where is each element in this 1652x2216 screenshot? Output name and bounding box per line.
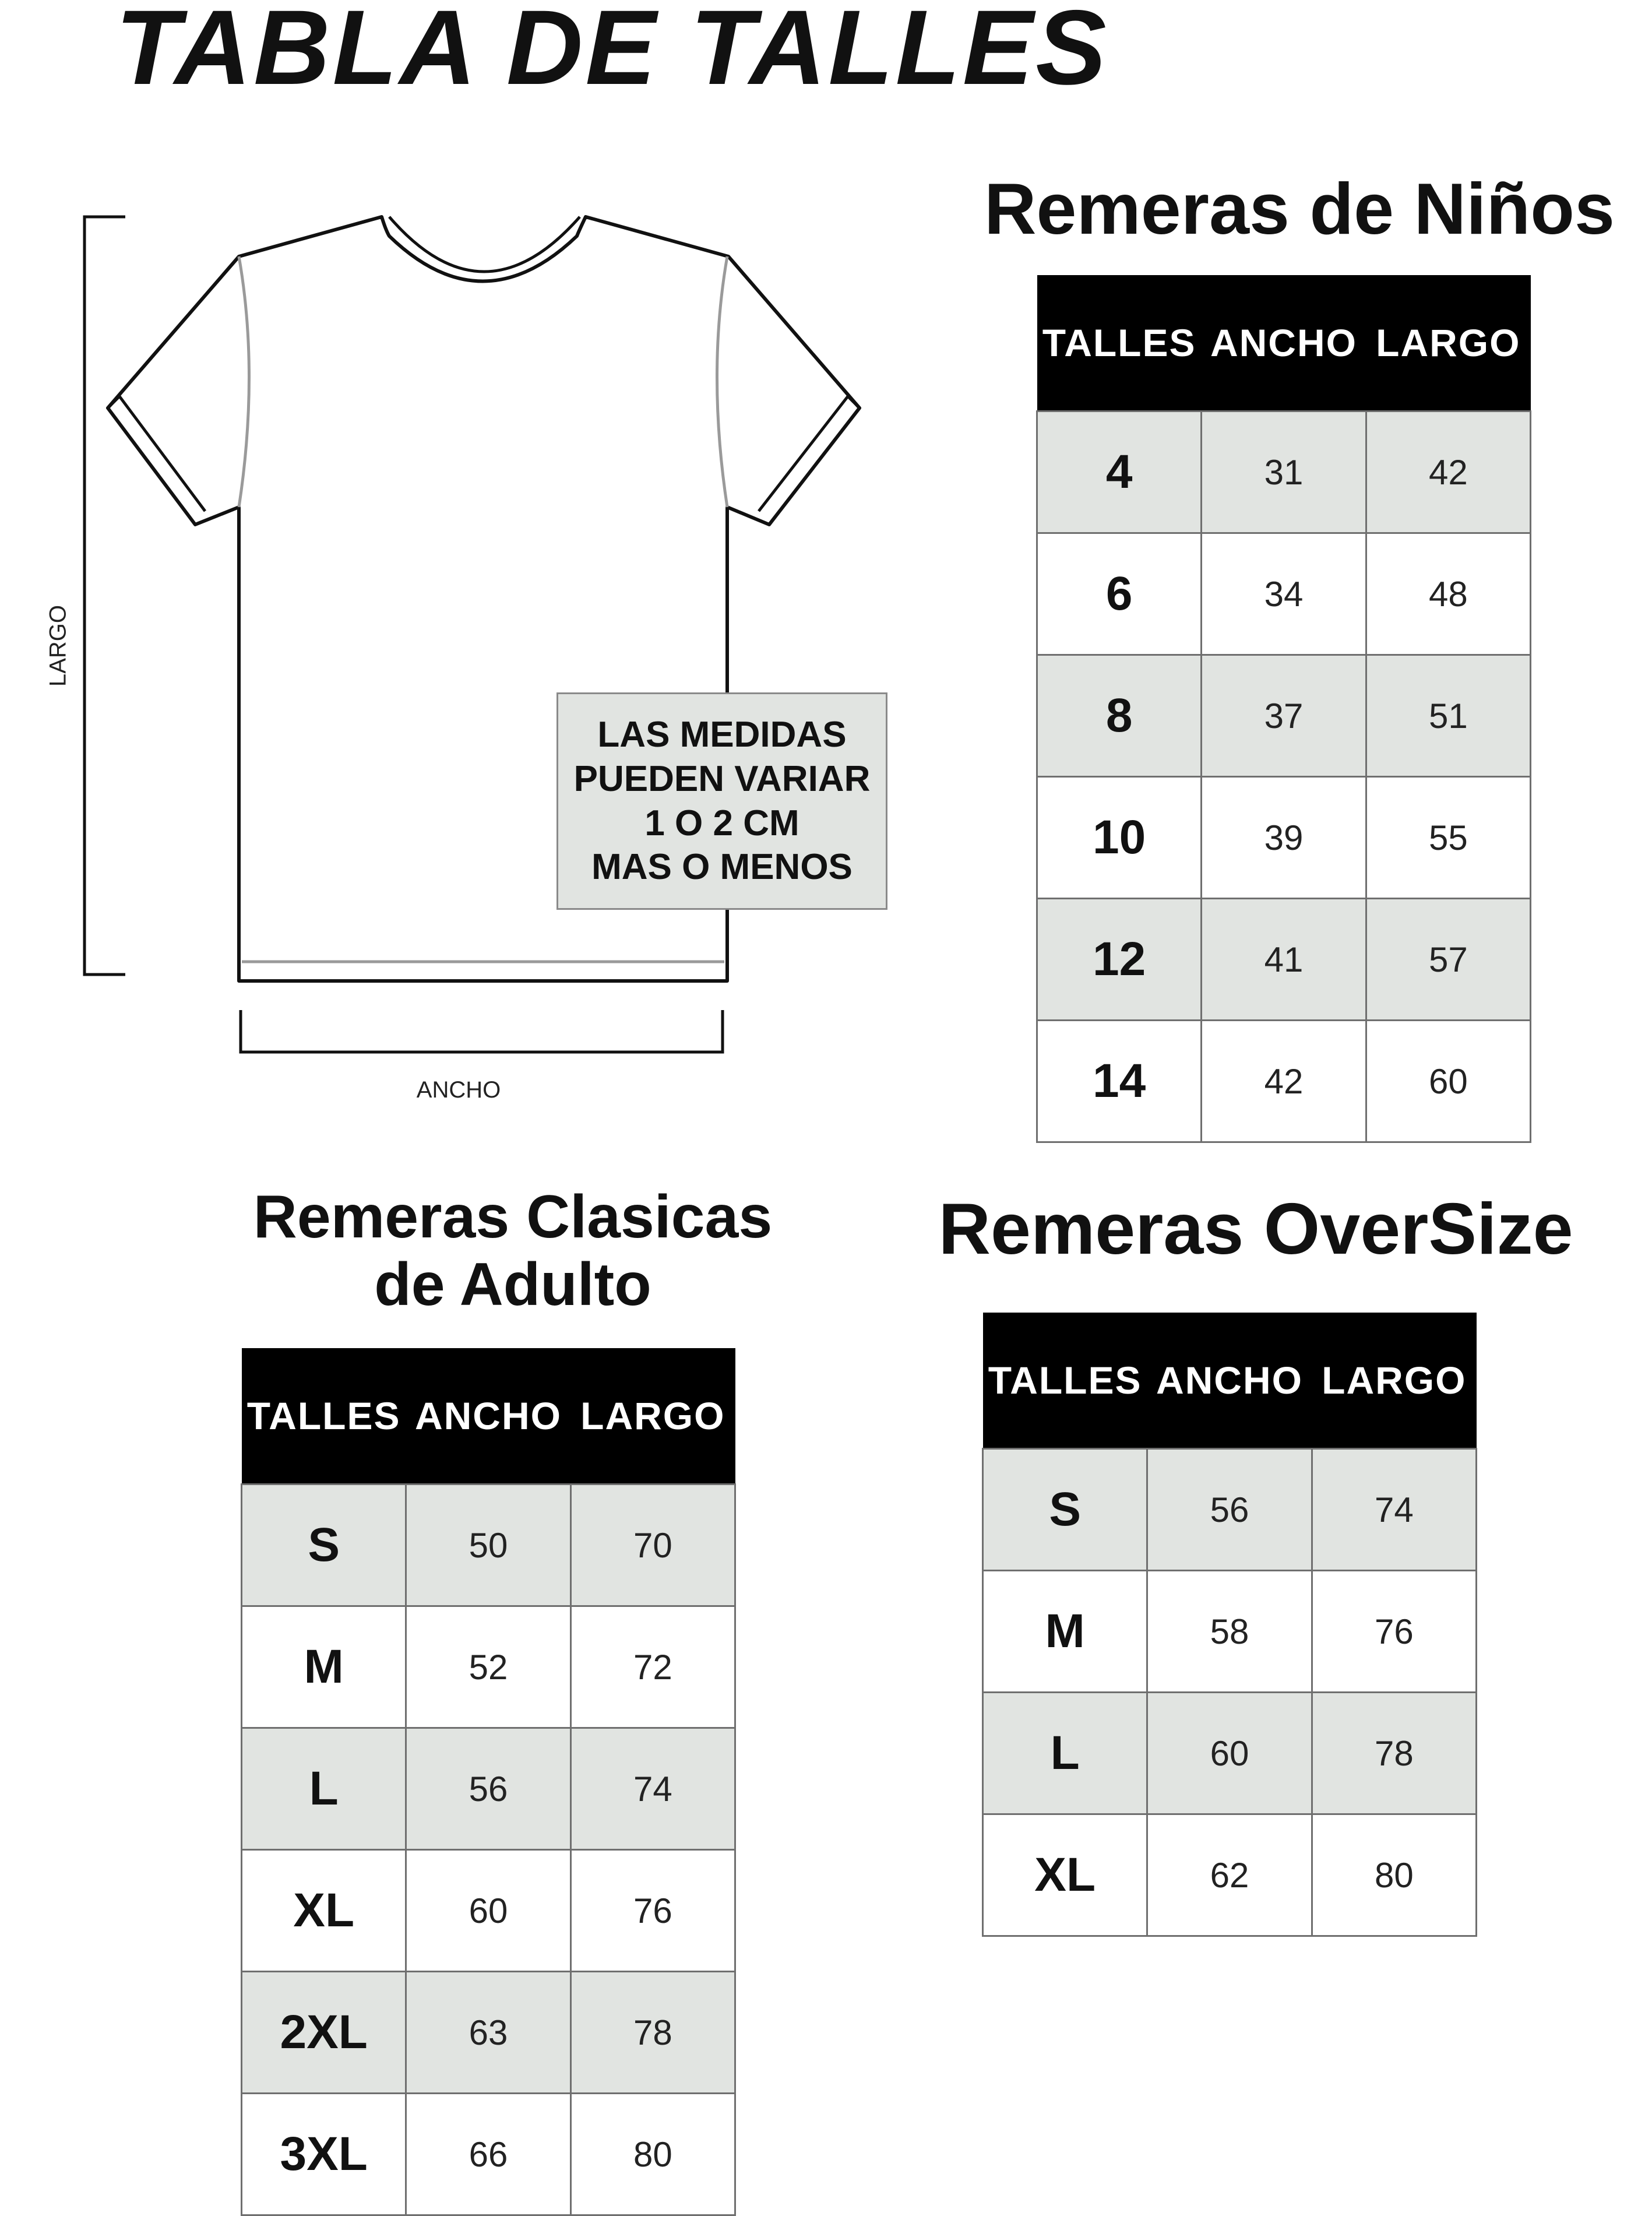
adult-title-line-2: de Adulto: [374, 1251, 651, 1319]
table-row: [1037, 533, 1531, 655]
ancho-cell: 66: [406, 2094, 570, 2215]
table-row: [242, 1485, 735, 1606]
header-talles: TALLES: [242, 1348, 406, 1485]
table-row: [983, 1693, 1477, 1814]
oversize-section-title: Remeras OverSize: [938, 1189, 1573, 1269]
largo-cell: 72: [570, 1606, 735, 1728]
table-row: [242, 1606, 735, 1728]
ancho-cell: 56: [1147, 1449, 1312, 1571]
note-line: LAS MEDIDAS: [597, 715, 847, 755]
size-cell: XL: [983, 1814, 1147, 1936]
size-cell: M: [242, 1606, 406, 1728]
largo-cell: 55: [1366, 777, 1530, 899]
size-cell: 8: [1037, 655, 1202, 777]
size-cell: M: [983, 1571, 1147, 1693]
size-cell: S: [983, 1449, 1147, 1571]
ancho-cell: 37: [1202, 655, 1366, 777]
table-row: [242, 2094, 735, 2215]
table-row: [242, 1850, 735, 1972]
header-ancho: ANCHO: [406, 1348, 570, 1485]
ancho-cell: 56: [406, 1728, 570, 1850]
header-ancho: ANCHO: [1202, 275, 1366, 411]
header-largo: LARGO: [1312, 1313, 1476, 1449]
largo-cell: 78: [570, 1972, 735, 2094]
ancho-cell: 41: [1202, 899, 1366, 1021]
largo-dimension-label: LARGO: [45, 604, 71, 687]
note-line: 1 O 2 CM: [644, 803, 799, 843]
ancho-cell: 58: [1147, 1571, 1312, 1693]
ancho-cell: 50: [406, 1485, 570, 1606]
largo-cell: 48: [1366, 533, 1530, 655]
note-line: PUEDEN VARIAR: [573, 758, 871, 799]
size-cell: 6: [1037, 533, 1202, 655]
header-talles: TALLES: [1037, 275, 1202, 411]
table-header-row: [1037, 275, 1531, 411]
ancho-cell: 60: [406, 1850, 570, 1972]
size-cell: 12: [1037, 899, 1202, 1021]
largo-cell: 42: [1366, 411, 1530, 533]
size-cell: 10: [1037, 777, 1202, 899]
largo-cell: 51: [1366, 655, 1530, 777]
largo-cell: 76: [570, 1850, 735, 1972]
page-title: TABLA DE TALLES: [115, 0, 1109, 107]
table-header-row: [242, 1348, 735, 1485]
largo-cell: 70: [570, 1485, 735, 1606]
ancho-cell: 39: [1202, 777, 1366, 899]
largo-cell: 57: [1366, 899, 1530, 1021]
size-cell: 4: [1037, 411, 1202, 533]
largo-cell: 60: [1366, 1021, 1530, 1142]
table-header-row: [983, 1313, 1477, 1449]
size-cell: S: [242, 1485, 406, 1606]
table-row: [1037, 411, 1531, 533]
table-row: [1037, 899, 1531, 1021]
largo-cell: 74: [570, 1728, 735, 1850]
ancho-cell: 34: [1202, 533, 1366, 655]
table-row: [983, 1571, 1477, 1693]
ancho-cell: 42: [1202, 1021, 1366, 1142]
largo-cell: 80: [1312, 1814, 1476, 1936]
ancho-cell: 63: [406, 1972, 570, 2094]
size-cell: 3XL: [242, 2094, 406, 2215]
size-cell: L: [242, 1728, 406, 1850]
table-row: [983, 1814, 1477, 1936]
kids-size-table: [1036, 275, 1531, 1143]
adult-size-table: [241, 1348, 736, 2216]
measurement-note-box: [556, 692, 887, 910]
size-cell: XL: [242, 1850, 406, 1972]
largo-cell: 74: [1312, 1449, 1476, 1571]
kids-section-title: Remeras de Niños: [984, 169, 1615, 249]
table-row: [242, 1728, 735, 1850]
largo-cell: 80: [570, 2094, 735, 2215]
largo-cell: 76: [1312, 1571, 1476, 1693]
adult-section-title: [192, 1183, 833, 1319]
table-row: [983, 1449, 1477, 1571]
table-row: [1037, 1021, 1531, 1142]
table-row: [242, 1972, 735, 2094]
size-cell: 14: [1037, 1021, 1202, 1142]
oversize-size-table: [982, 1313, 1477, 1937]
header-largo: LARGO: [570, 1348, 735, 1485]
header-talles: TALLES: [983, 1313, 1147, 1449]
tshirt-outline-diagram: [0, 0, 932, 1107]
ancho-cell: 62: [1147, 1814, 1312, 1936]
header-ancho: ANCHO: [1147, 1313, 1312, 1449]
adult-title-line-1: Remeras Clasicas: [253, 1183, 773, 1251]
ancho-cell: 60: [1147, 1693, 1312, 1814]
ancho-dimension-label: ANCHO: [416, 1077, 501, 1103]
note-line: MAS O MENOS: [591, 847, 853, 888]
size-cell: 2XL: [242, 1972, 406, 2094]
largo-cell: 78: [1312, 1693, 1476, 1814]
table-row: [1037, 777, 1531, 899]
header-largo: LARGO: [1366, 275, 1530, 411]
size-cell: L: [983, 1693, 1147, 1814]
table-row: [1037, 655, 1531, 777]
ancho-cell: 31: [1202, 411, 1366, 533]
ancho-cell: 52: [406, 1606, 570, 1728]
